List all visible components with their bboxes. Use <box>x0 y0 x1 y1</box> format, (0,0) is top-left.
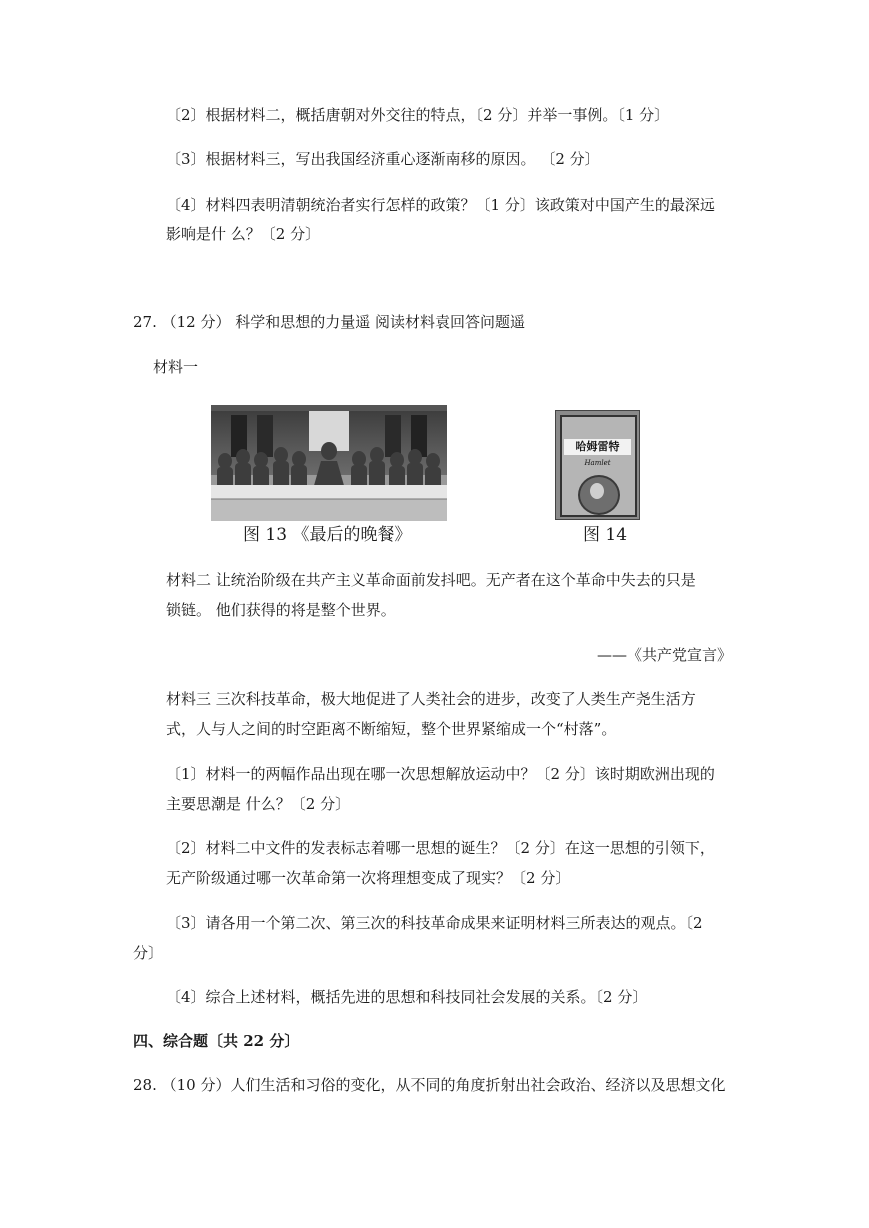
material2-line2: 锁链。 他们获得的将是整个世界。 <box>166 601 396 619</box>
material2-line1: 材料二 让统治阶级在共产主义革命面前发抖吧。无产者在这个革命中失去的只是 <box>166 571 696 589</box>
fig14-caption: 图 14 <box>583 525 628 545</box>
material2-source: ——《共产党宣言》 <box>597 646 733 664</box>
q27-sub3-line1: 〔3〕请各用一个第二次、第三次的科技革命成果来证明材料三所表达的观点。〔2 <box>166 914 703 932</box>
q27-sub2-line1: 〔2〕材料二中文件的发表标志着哪一思想的诞生？〔2 分〕在这一思想的引领下， <box>166 839 715 857</box>
q26-sub4-line1: 〔4〕材料四表明清朝统治者实行怎样的政策？〔1 分〕该政策对中国产生的最深远 <box>166 196 715 214</box>
q27-sub1-line1: 〔1〕材料一的两幅作品出现在哪一次思想解放运动中？〔2 分〕该时期欧洲出现的 <box>166 765 715 783</box>
q27-sub1-line2: 主要思潮是 什么？〔2 分〕 <box>166 795 351 813</box>
fig13-caption: 图 13 《最后的晚餐》 <box>243 525 412 545</box>
last-supper-image <box>211 405 447 521</box>
q26-sub4-line2: 影响是什 么？〔2 分〕 <box>166 225 321 243</box>
hamlet-cover-image <box>555 410 640 520</box>
material3-line2: 式，人与人之间的时空距离不断缩短，整个世界紧缩成一个“村落”。 <box>166 720 617 738</box>
section4-heading: 四、综合题〔共 22 分〕 <box>133 1032 300 1050</box>
q27-sub2-line2: 无产阶级通过哪一次革命第一次将理想变成了现实？〔2 分〕 <box>166 869 571 887</box>
q27-sub4: 〔4〕综合上述材料，概括先进的思想和科技同社会发展的关系。〔2 分〕 <box>166 988 648 1006</box>
material3-line1: 材料三 三次科技革命，极大地促进了人类社会的进步，改变了人类生产尧生活方 <box>166 690 696 708</box>
material1-label: 材料一 <box>153 358 199 376</box>
hamlet-cover-subtitle: Hamlet <box>584 459 611 467</box>
q27-sub3-line2: 分〕 <box>133 944 164 962</box>
q28-line1: 28. （10 分）人们生活和习俗的变化，从不同的角度折射出社会政治、经济以及思想文化 <box>133 1076 726 1094</box>
q26-sub3: 〔3〕根据材料三，写出我国经济重心逐渐南移的原因。 〔2 分〕 <box>166 150 600 168</box>
hamlet-cover-title: 哈姆雷特 <box>564 439 631 455</box>
q27-heading: 27. （12 分） 科学和思想的力量遥 阅读材料袁回答问题遥 <box>133 313 526 331</box>
q26-sub2: 〔2〕根据材料二，概括唐朝对外交往的特点，〔2 分〕并举一事例。〔1 分〕 <box>166 106 670 124</box>
